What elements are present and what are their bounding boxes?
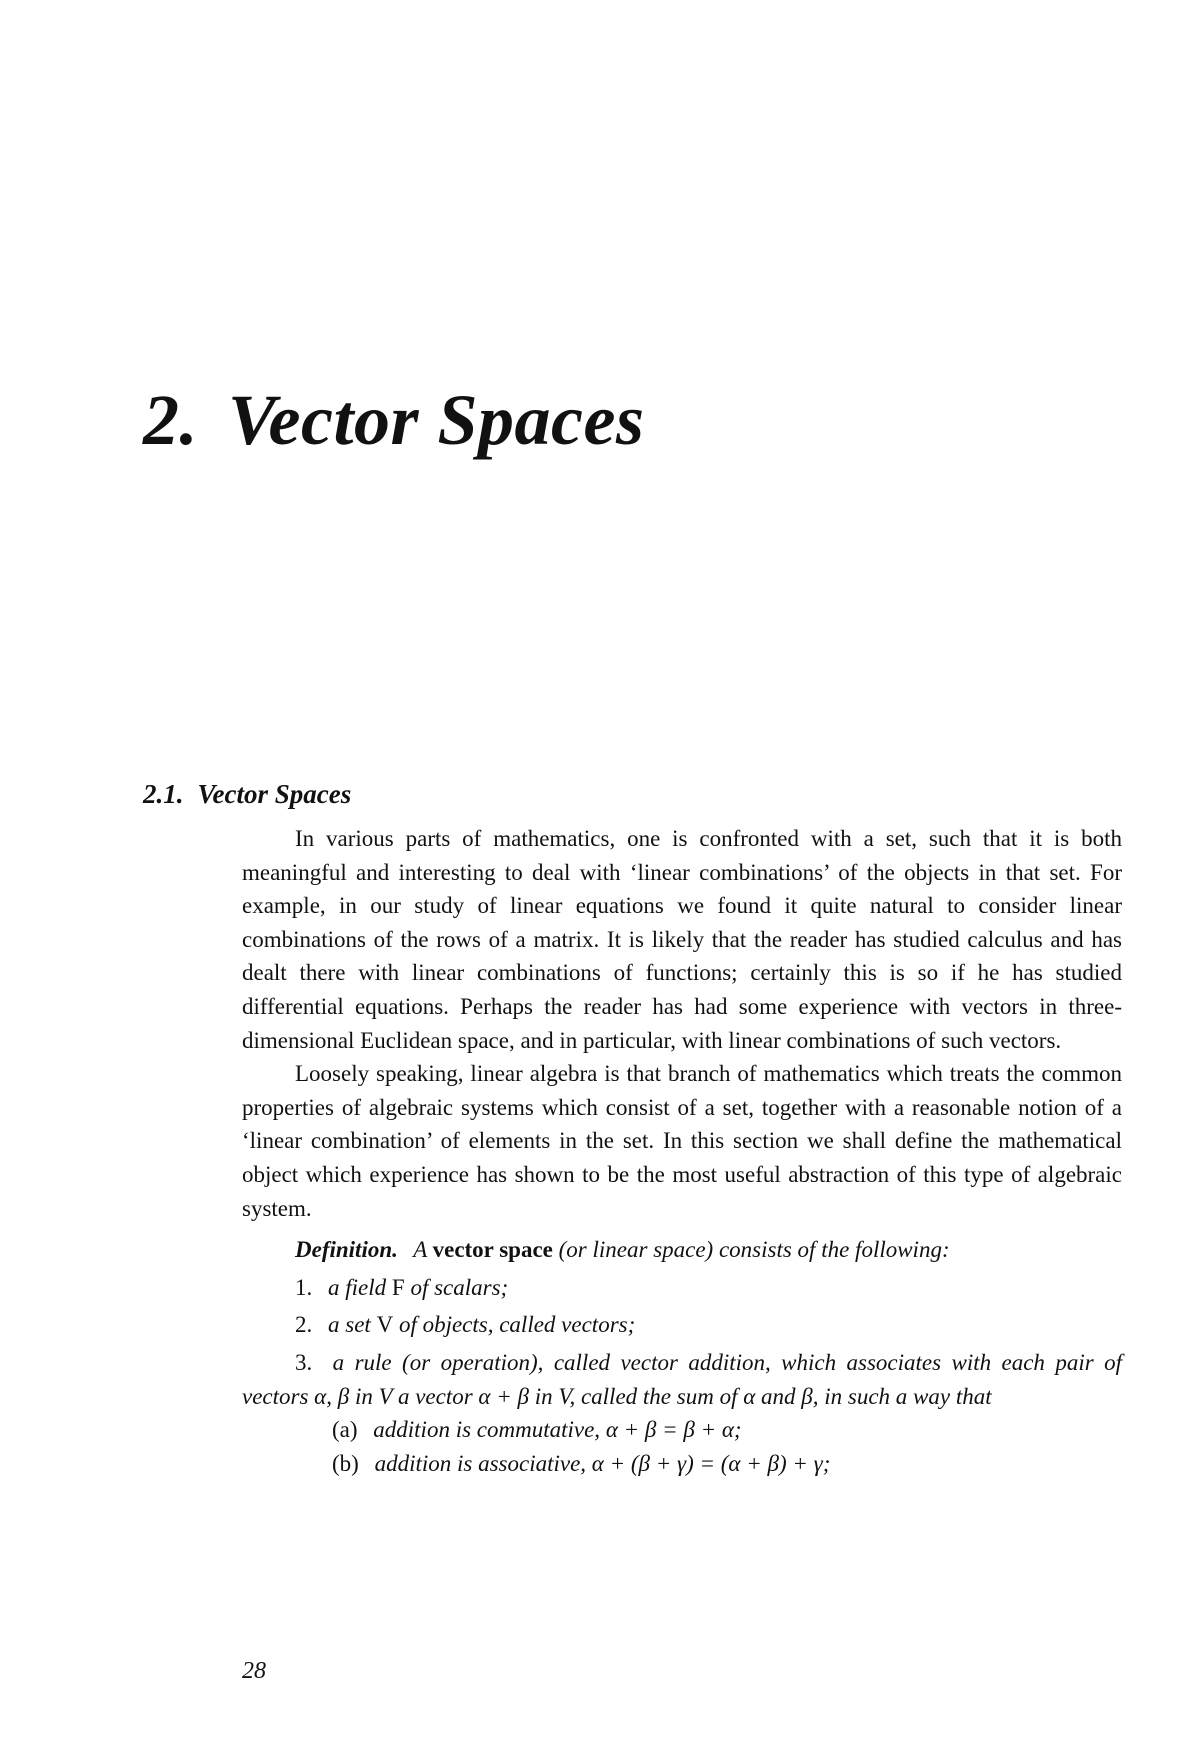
section-number: 2.1. (143, 779, 184, 809)
subitem-math: α + β = β + α; (605, 1417, 742, 1443)
paragraph-linear-algebra: Loosely speaking, linear algebra is that branch of mathematics which treats the common properties of algebraic systems which consist of a set, together with a reasonable notion of a ‘linear combination’ of elements in the set. In this section we shall define the mathematical object which experience has shown to be the most useful abstraction of this type of algebraic system. (242, 1061, 1122, 1221)
definition-item-2 (242, 1308, 1122, 1342)
item-text: of scalars; (410, 1274, 509, 1300)
item-text: a set (328, 1312, 371, 1338)
subitem-text: addition is associative, (374, 1450, 587, 1476)
section-title-text: Vector Spaces (197, 779, 352, 809)
page-number: 28 (242, 1658, 266, 1684)
body-text (242, 822, 1122, 1480)
paragraph-intro: In various parts of mathematics, one is confronted with a set, such that it is both meaningful and interesting to deal with ‘linear combinations’ of the objects in that set. For example, in our study of linear equations we found it quite natural to consider linear combinations of the rows of a matrix. It is likely that the reader has studied calculus and has dealt there with linear combinations of functions; certainly this is so if he has studied differential equations. Perhaps the reader has had some experience with vectors in three-dimensional Euclidean space, and in particular, with linear combinations of such vectors. (242, 826, 1122, 1053)
item-number: 2. (295, 1312, 313, 1338)
definition-item-3 (242, 1346, 1122, 1413)
definition-term: vector space (432, 1237, 553, 1263)
subitem-label: (a) (332, 1417, 358, 1443)
section-heading (143, 781, 351, 808)
item-number: 3. (295, 1349, 313, 1375)
subitem-b (242, 1447, 1122, 1481)
subitem-text: addition is commutative, (373, 1417, 601, 1443)
chapter-number: 2. (143, 380, 198, 460)
definition-text-after: consists of the following: (718, 1237, 950, 1263)
definition-text-before: A (413, 1237, 427, 1263)
definition-item-1 (242, 1271, 1122, 1305)
item-symbol: V (376, 1312, 394, 1338)
subitem-a (242, 1413, 1122, 1447)
subitem-math: α + (β + γ) = (α + β) + γ; (591, 1450, 831, 1476)
item-symbol: F (391, 1274, 405, 1300)
definition-paren: (or linear space) (558, 1237, 714, 1263)
subitem-label: (b) (332, 1450, 359, 1476)
definition-label: Definition. (295, 1237, 398, 1263)
item-text: a field (328, 1274, 387, 1300)
chapter-title (143, 380, 645, 460)
item-text: a rule (or operation), called vector addition, which associates with each pair of vectors α, β in V a vector α + β in V, called the sum of α and β, in such a way that (242, 1349, 1122, 1409)
item-number: 1. (295, 1274, 313, 1300)
definition (242, 1233, 1122, 1267)
chapter-title-text: Vector Spaces (228, 380, 645, 460)
item-text: of objects, called vectors; (398, 1312, 636, 1338)
